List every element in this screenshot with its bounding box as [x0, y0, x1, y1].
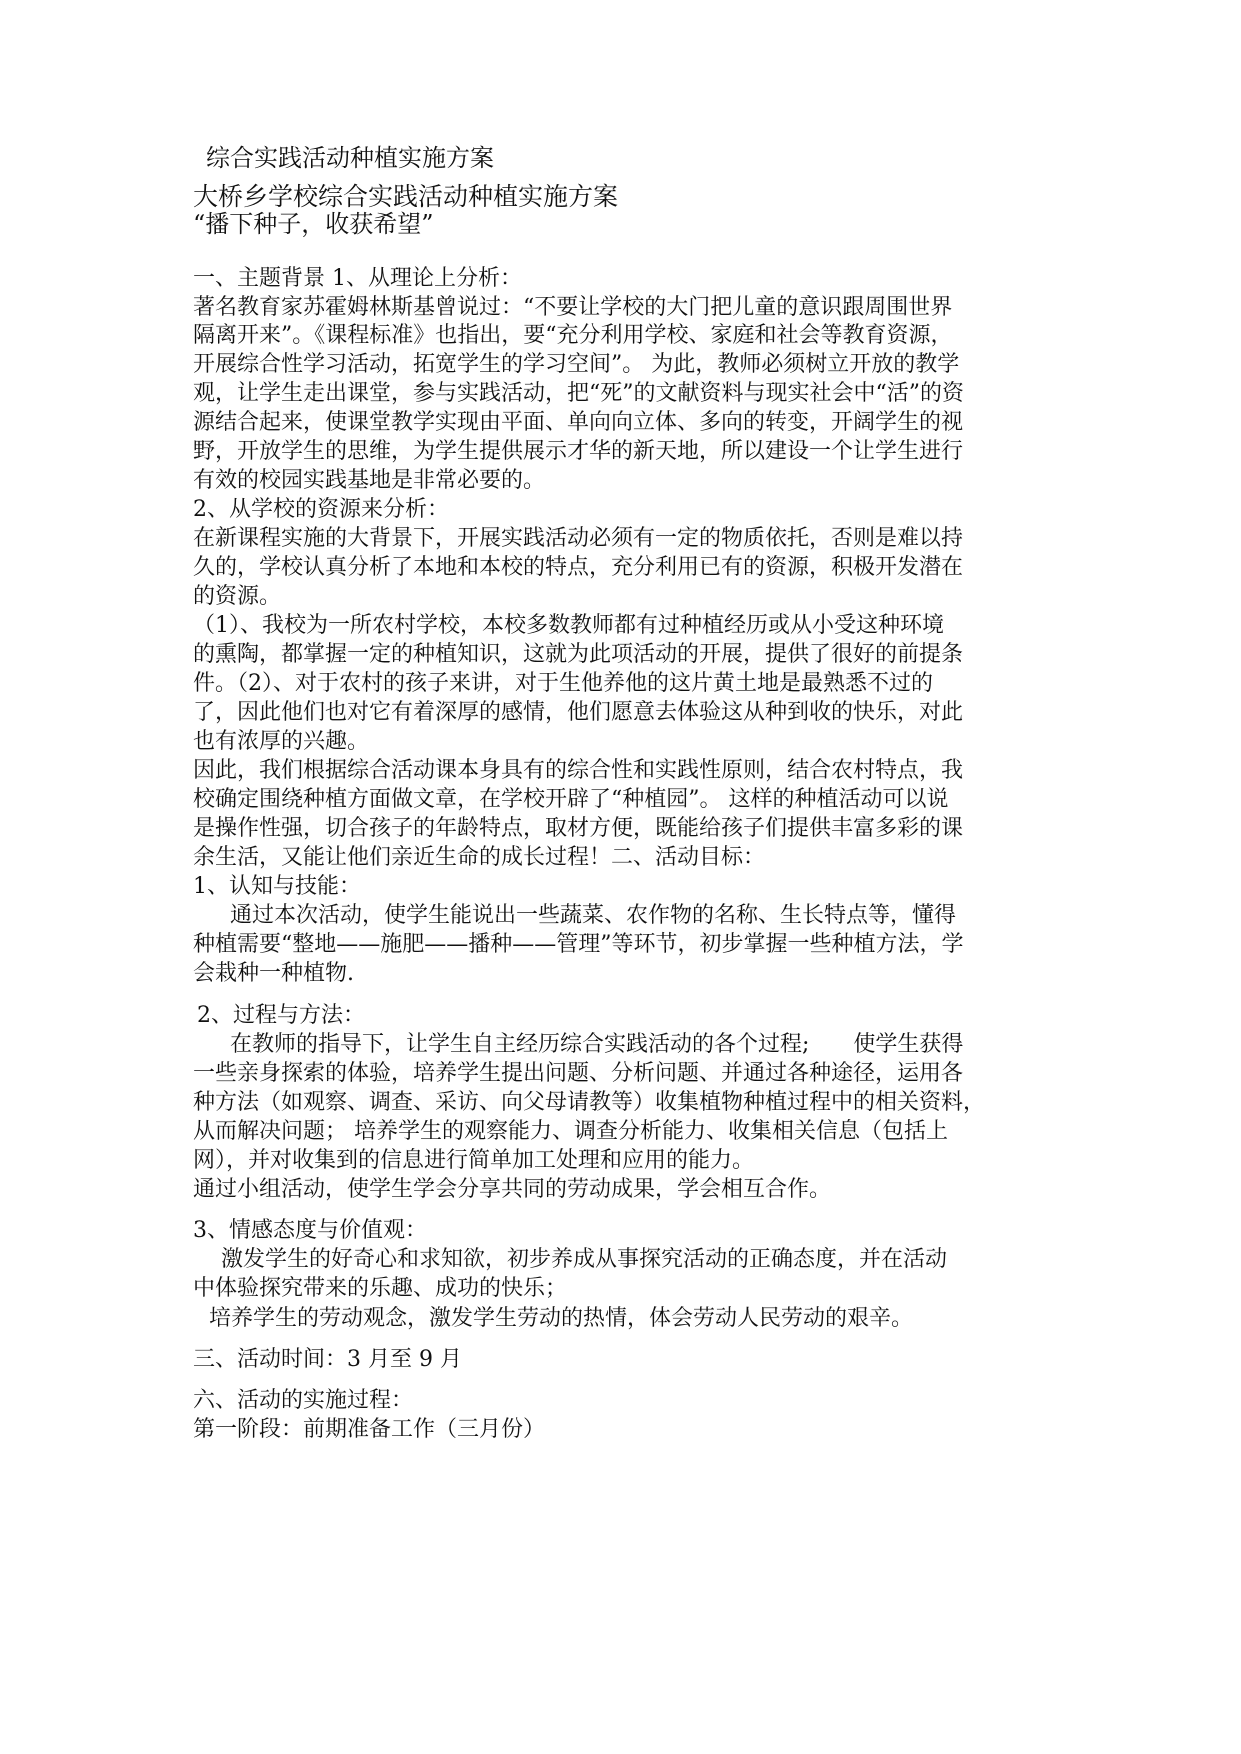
- paragraph-line: 种方法（如观察、调查、采访、向父母请教等）收集植物种植过程中的相关资料，: [193, 1090, 986, 1115]
- paragraph-line: 2、从学校的资源来分析：: [193, 497, 449, 522]
- paragraph-line: 通过小组活动，使学生学会分享共同的劳动成果，学会相互合作。: [193, 1177, 832, 1202]
- document-slogan: “播下种子，收获希望”: [193, 210, 434, 238]
- paragraph-line: 校确定围绕种植方面做文章，在学校开辟了“种植园”。 这样的种植活动可以说: [193, 787, 949, 812]
- paragraph-line: 一、主题背景 1、从理论上分析：: [193, 266, 522, 291]
- paragraph-line: 源结合起来，使课堂教学实现由平面、单向向立体、多向的转变，开阔学生的视: [193, 410, 964, 435]
- paragraph-line: 隔离开来”。《课程标准》也指出，要“充分利用学校、家庭和社会等教育资源，: [193, 323, 953, 348]
- paragraph-line: 3、情感态度与价值观：: [193, 1218, 427, 1243]
- header-title: 综合实践活动种植实施方案: [206, 144, 494, 172]
- paragraph-line: 在教师的指导下，让学生自主经历综合实践活动的各个过程; 使学生获得: [230, 1032, 964, 1057]
- paragraph-line: 余生活，又能让他们亲近生命的成长过程！二、活动目标：: [193, 845, 766, 870]
- paragraph-line: 从而解决问题； 培养学生的观察能力、调查分析能力、收集相关信息（包括上: [193, 1119, 948, 1144]
- paragraph-line: 会栽种一种植物.: [193, 961, 354, 986]
- paragraph-line: 1、认知与技能：: [193, 874, 361, 899]
- paragraph-line: 2、过程与方法：: [197, 1003, 365, 1028]
- paragraph-line: 通过本次活动，使学生能说出一些蔬菜、农作物的名称、生长特点等，懂得: [230, 903, 957, 928]
- paragraph-line: 在新课程实施的大背景下，开展实践活动必须有一定的物质依托，否则是难以持: [193, 526, 964, 551]
- paragraph-line: 久的，学校认真分析了本地和本校的特点，充分利用已有的资源，积极开发潜在: [193, 555, 964, 580]
- paragraph-line: （1）、我校为一所农村学校，本校多数教师都有过种植经历或从小受这种环境: [193, 613, 944, 638]
- paragraph-line: 也有浓厚的兴趣。: [193, 729, 370, 754]
- paragraph-line: 三、活动时间：3 月至 9 月: [193, 1347, 462, 1372]
- paragraph-line: 观，让学生走出课堂，参与实践活动，把“死”的文献资料与现实社会中“活”的资: [193, 381, 964, 406]
- paragraph-line: 因此，我们根据综合活动课本身具有的综合性和实践性原则，结合农村特点，我: [193, 758, 964, 783]
- paragraph-line: 开展综合性学习活动，拓宽学生的学习空间”。 为此，教师必须树立开放的教学: [193, 352, 960, 377]
- paragraph-line: 是操作性强，切合孩子的年龄特点，取材方便，既能给孩子们提供丰富多彩的课: [193, 816, 964, 841]
- paragraph-line: 六、活动的实施过程：: [193, 1388, 414, 1413]
- paragraph-line: 一些亲身探索的体验，培养学生提出问题、分析问题、并通过各种途径，运用各: [193, 1061, 964, 1086]
- paragraph-line: 有效的校园实践基地是非常必要的。: [193, 468, 546, 493]
- paragraph-line: 培养学生的劳动观念，激发学生劳动的热情，体会劳动人民劳动的艰辛。: [209, 1306, 914, 1331]
- paragraph-line: 第一阶段：前期准备工作（三月份）: [193, 1417, 546, 1442]
- paragraph-line: 网），并对收集到的信息进行简单加工处理和应用的能力。: [193, 1148, 755, 1173]
- paragraph-line: 中体验探究带来的乐趣、成功的快乐；: [193, 1276, 568, 1301]
- paragraph-line: 激发学生的好奇心和求知欲，初步养成从事探究活动的正确态度，并在活动: [221, 1247, 948, 1272]
- paragraph-line: 件。（2）、对于农村的孩子来讲，对于生他养他的这片黄土地是最熟悉不过的: [193, 671, 933, 696]
- paragraph-line: 的熏陶，都掌握一定的种植知识，这就为此项活动的开展，提供了很好的前提条: [193, 642, 964, 667]
- paragraph-line: 的资源。: [193, 584, 282, 609]
- paragraph-line: 著名教育家苏霍姆林斯基曾说过：“不要让学校的大门把儿童的意识跟周围世界: [193, 295, 953, 320]
- paragraph-line: 野，开放学生的思维，为学生提供展示才华的新天地，所以建设一个让学生进行: [193, 439, 964, 464]
- document-title: 大桥乡学校综合实践活动种植实施方案: [193, 182, 619, 211]
- paragraph-line: 了，因此他们也对它有着深厚的感情，他们愿意去体验这从种到收的快乐，对此: [193, 700, 964, 725]
- paragraph-line: 种植需要“整地——施肥——播种——管理”等环节，初步掌握一些种植方法，学: [193, 932, 964, 957]
